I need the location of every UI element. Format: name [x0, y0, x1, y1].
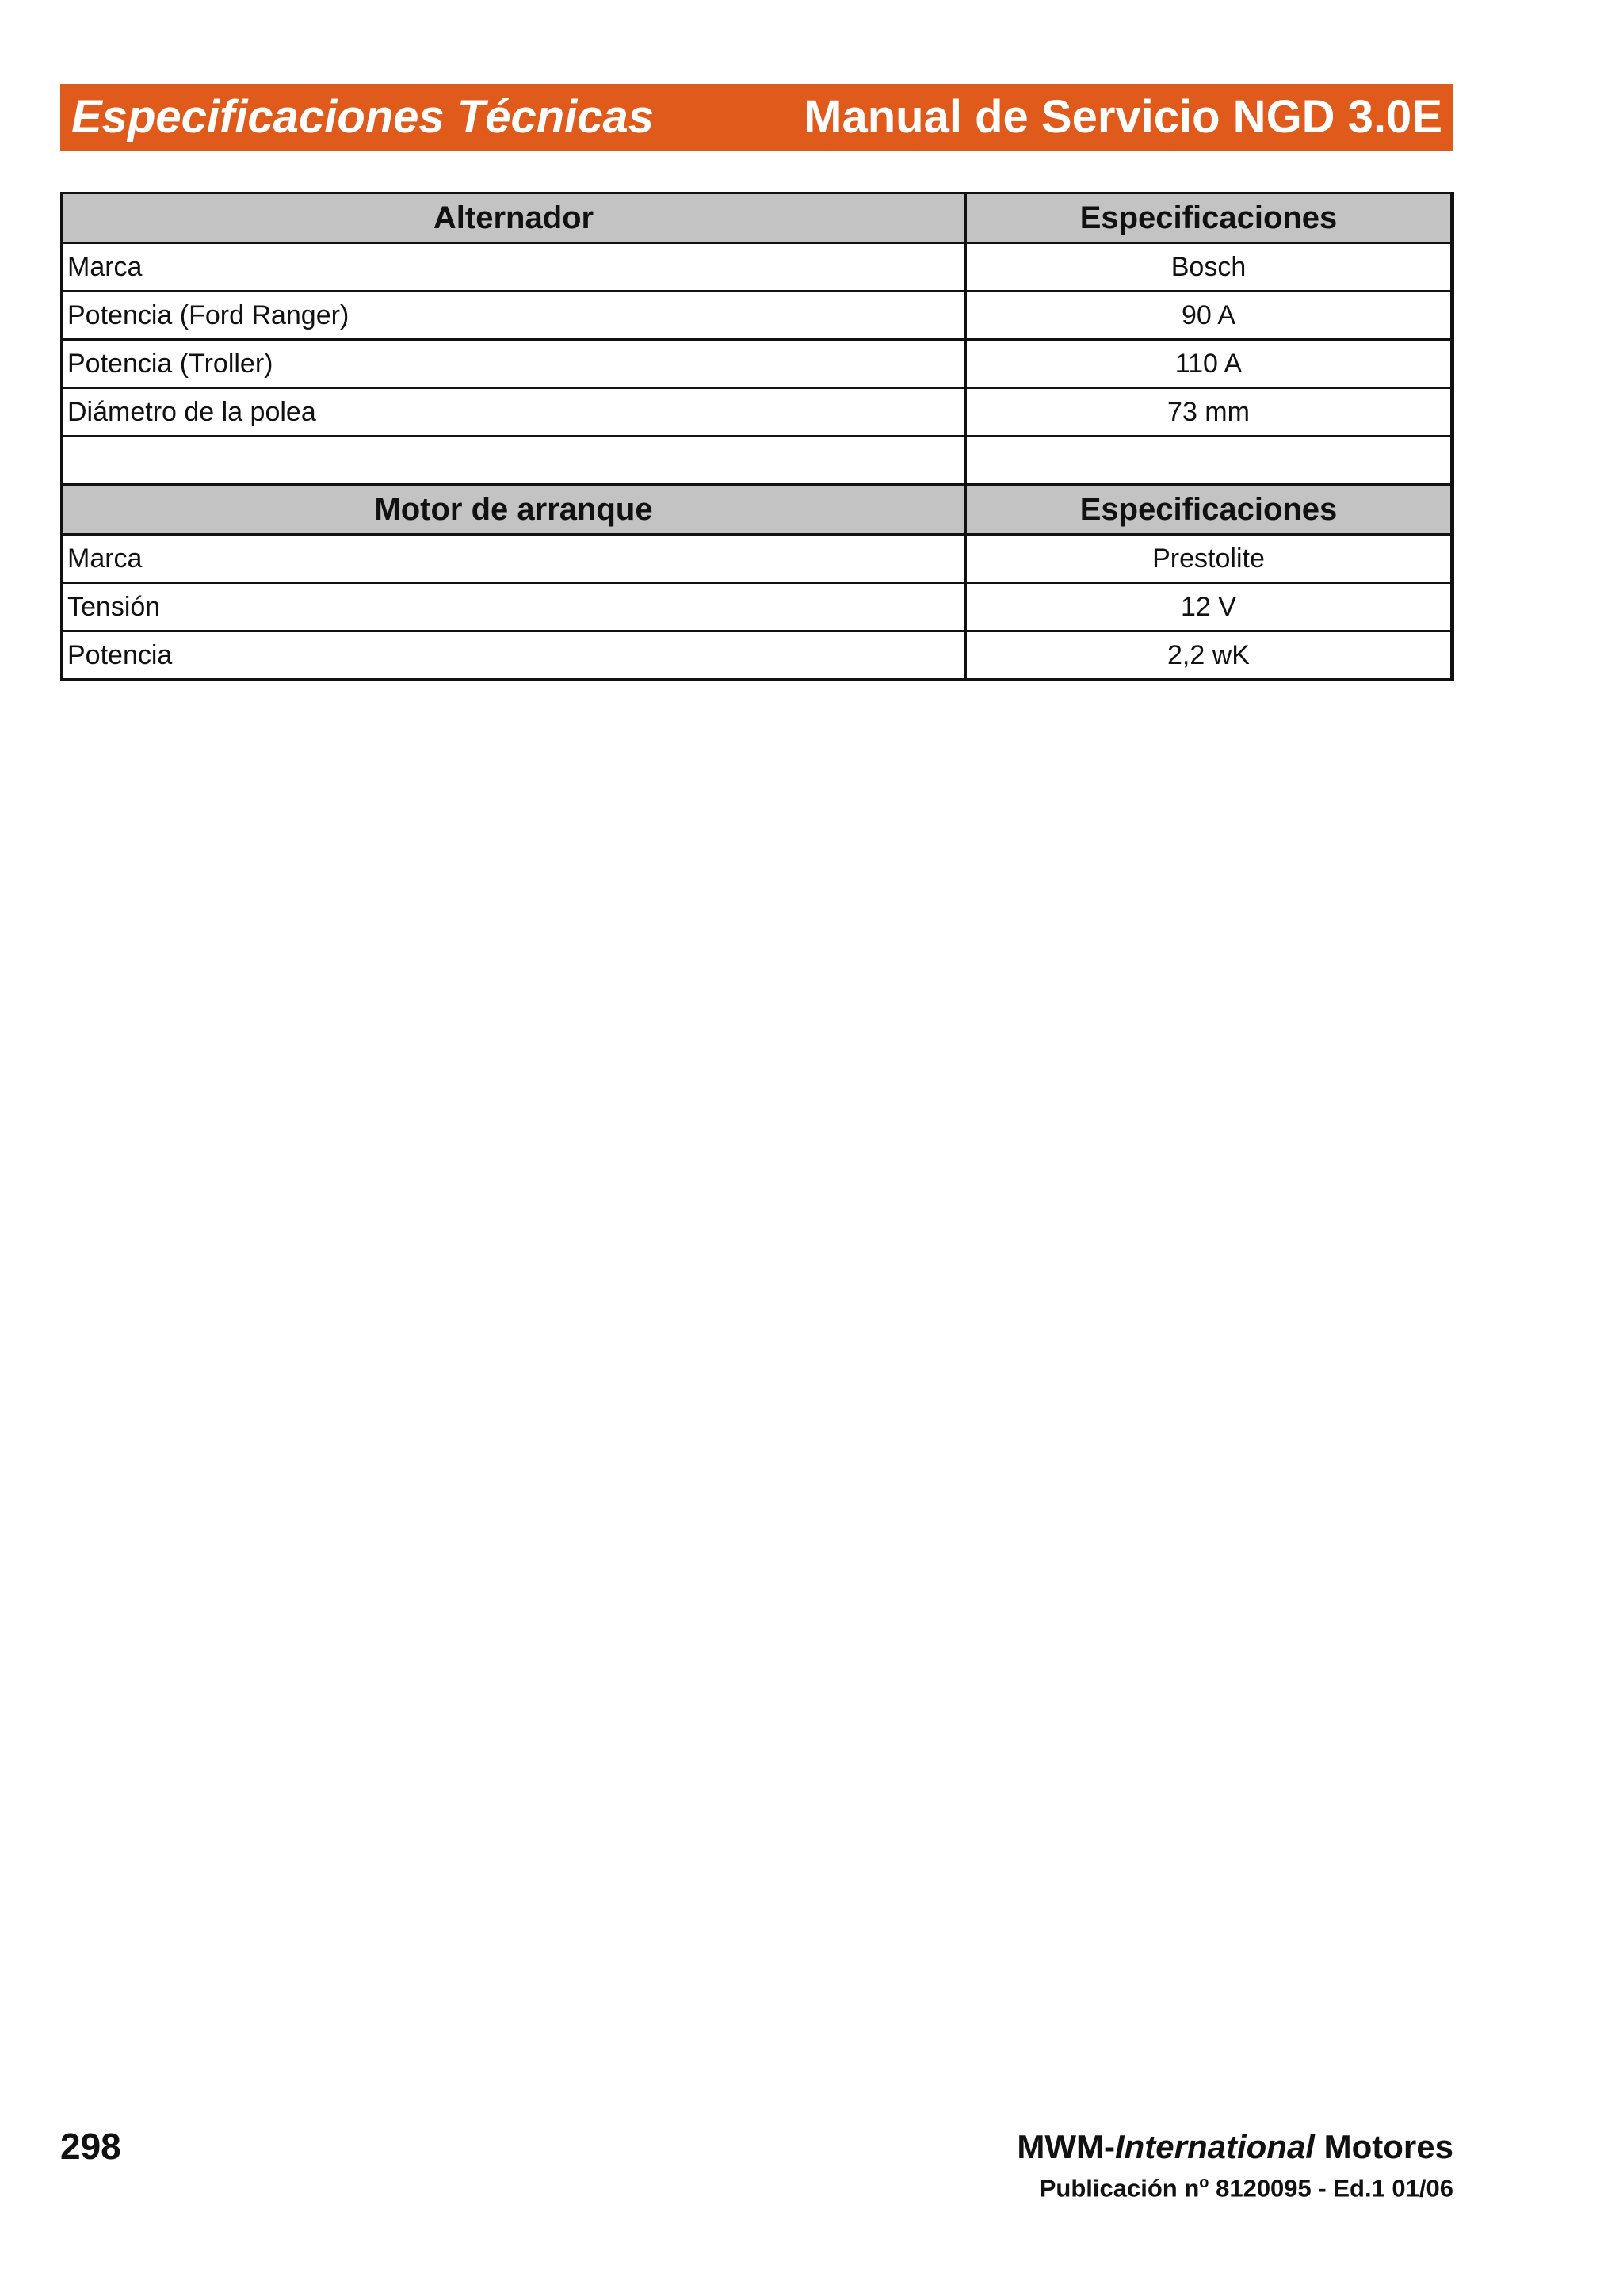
- spec-table: [60, 192, 1454, 681]
- row-label: Potencia (Ford Ranger): [62, 292, 966, 340]
- brand-italic: International: [1114, 2128, 1315, 2165]
- row-label: Tensión: [62, 583, 966, 631]
- header-bar: [60, 84, 1453, 151]
- row-value: 2,2 wK: [966, 631, 1453, 680]
- table-row: [62, 243, 1453, 292]
- row-value: 12 V: [966, 583, 1453, 631]
- row-label: Marca: [62, 535, 966, 583]
- brand-suffix: Motores: [1314, 2128, 1453, 2165]
- publication-prefix: Publicación n: [1039, 2174, 1200, 2203]
- empty-cell: [966, 437, 1453, 485]
- empty-row: [62, 437, 1453, 485]
- row-label: Potencia: [62, 631, 966, 680]
- row-value: 73 mm: [966, 388, 1453, 437]
- row-label: Diámetro de la polea: [62, 388, 966, 437]
- table-row: [62, 631, 1453, 680]
- row-value: 90 A: [966, 292, 1453, 340]
- manual-title: Manual de Servicio NGD 3.0E: [804, 91, 1442, 143]
- row-value: Prestolite: [966, 535, 1453, 583]
- starter-title: Motor de arranque: [62, 485, 966, 535]
- table-row: [62, 583, 1453, 631]
- row-label: Potencia (Troller): [62, 340, 966, 388]
- empty-cell: [62, 437, 966, 485]
- publication-suffix: 8120095 - Ed.1 01/06: [1209, 2174, 1453, 2203]
- table-row: [62, 292, 1453, 340]
- starter-spec-header: Especificaciones: [966, 485, 1453, 535]
- publication-sup: o: [1199, 2174, 1209, 2191]
- section-title: Especificaciones Técnicas: [71, 91, 655, 143]
- table-row: [62, 535, 1453, 583]
- brand-prefix: MWM-: [1017, 2128, 1115, 2165]
- footer-brand: [1017, 2128, 1453, 2166]
- footer-publication: [1040, 2174, 1453, 2203]
- row-value: Bosch: [966, 243, 1453, 292]
- starter-header-row: [62, 485, 1453, 535]
- alternator-title: Alternador: [62, 193, 966, 243]
- row-label: Marca: [62, 243, 966, 292]
- alternator-header-row: [62, 193, 1453, 243]
- table-row: [62, 388, 1453, 437]
- page-number: 298: [60, 2126, 121, 2167]
- alternator-spec-header: Especificaciones: [966, 193, 1453, 243]
- table-row: [62, 340, 1453, 388]
- row-value: 110 A: [966, 340, 1453, 388]
